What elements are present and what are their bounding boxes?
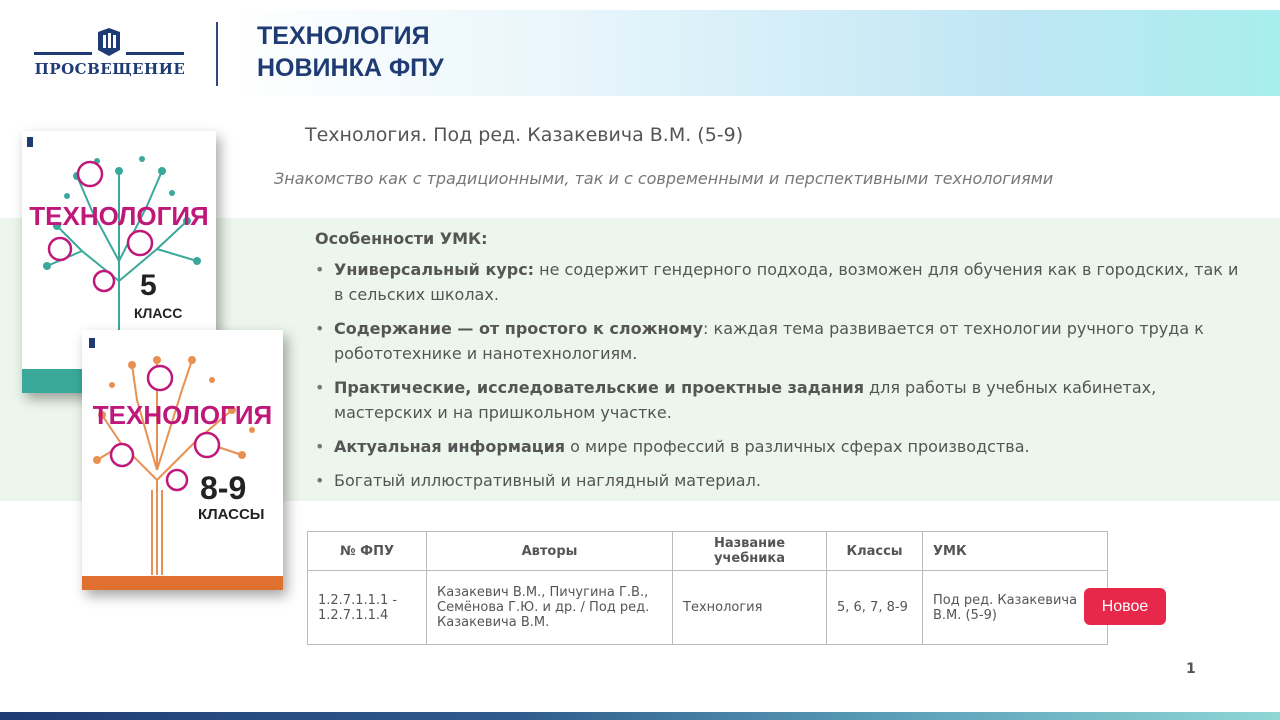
col-fpu-header: № ФПУ [308,532,427,571]
cover-8-9-illustration [82,330,283,590]
feature-bold: Практические, исследовательские и проектные задания [334,378,864,397]
col-umk-header: УМК [923,532,1108,571]
title-line-2: НОВИНКА ФПУ [257,54,444,82]
feature-text: для работы в учебных кабинетах, мастерских и на пришкольном участке. [334,378,1157,422]
feature-text: : каждая тема развивается от технологии ручного труда к робототехнике и нанотехнологиям. [334,319,1204,363]
title-line-1: ТЕХНОЛОГИЯ [257,22,430,50]
fpu-table [307,531,1108,645]
feature-item [315,316,1245,366]
logo-emblem-icon [96,28,122,56]
page-title [257,20,444,84]
cover-8-9-title: ТЕХНОЛОГИЯ [92,400,273,430]
feature-text: Богатый иллюстративный и наглядный материал. [334,471,761,490]
feature-bold: Актуальная информация [334,437,566,456]
book-cover-grade-8-9[interactable] [82,330,283,590]
header-separator [216,22,218,86]
page-number: 1 [1186,661,1196,677]
feature-bold: Универсальный курс: [334,260,535,279]
cover-8-9-label: КЛАССЫ [198,506,265,523]
feature-text: не содержит гендерного подхода, возможен для обучения как в городских, так и в сельских школах. [334,260,1239,304]
book-title: Технология. Под ред. Казакевича В.М. (5-9) [305,124,744,146]
new-badge-button[interactable]: Новое [1084,588,1166,625]
col-grades-header: Классы [827,532,923,571]
cell-name: Технология [673,571,827,645]
cell-authors: Казакевич В.М., Пичугина Г.В., Семёнова Г.Ю. и др. / Под ред. Казакевича В.М. [427,571,673,645]
cover-5-grade: 5 [140,269,157,302]
footer-bar [0,712,1280,720]
cover-5-title: ТЕХНОЛОГИЯ [29,201,209,231]
feature-item [315,468,1245,493]
features-heading: Особенности УМК: [315,229,488,248]
feature-text: о мире профессий в различных сферах производства. [565,437,1030,456]
feature-item [315,375,1245,425]
logo-text: ПРОСВЕЩЕНИЕ [34,60,186,78]
cell-fpu: 1.2.7.1.1.1 - 1.2.7.1.1.4 [308,571,427,645]
book-subtitle: Знакомство как с традиционными, так и с современными и перспективными технологиями [274,169,1054,188]
cover-5-label: КЛАСС [134,305,183,321]
prosveshchenie-logo[interactable] [30,22,190,82]
table-row [308,571,1108,645]
col-name-header: Название учебника [673,532,827,571]
logo-line-right [126,52,184,55]
feature-item [315,257,1245,307]
feature-item [315,434,1245,459]
logo-line-left [34,52,92,55]
cell-grades: 5, 6, 7, 8-9 [827,571,923,645]
table-header-row [308,532,1108,571]
features-section [315,229,1245,502]
cover-8-9-grade: 8-9 [200,470,247,506]
feature-bold: Содержание — от простого к сложному [334,319,704,338]
features-list [315,257,1245,493]
col-authors-header: Авторы [427,532,673,571]
cell-umk: Под ред. Казакевича В.М. (5-9) [923,571,1108,645]
